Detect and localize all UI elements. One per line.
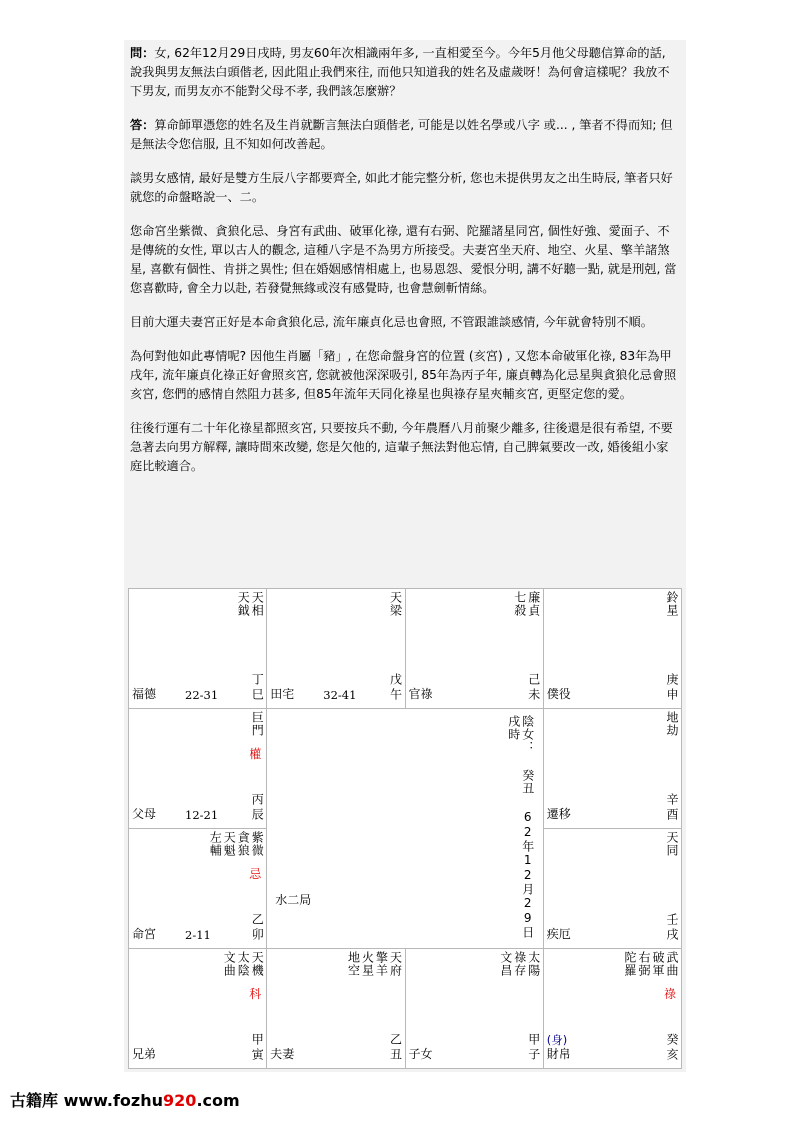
star-list	[665, 831, 678, 857]
chart-center	[267, 709, 544, 949]
star-name: 天府	[388, 951, 403, 977]
palace-name: 夫妻	[270, 1047, 295, 1061]
star-name: 太陰	[236, 951, 251, 977]
palace-name: 官祿	[408, 687, 433, 701]
star-name: 天同	[665, 831, 679, 857]
paragraph-4: 您命宮坐紫微、貪狼化忌、身宮有武曲、破軍化祿, 還有右弼、陀羅諸星同宮, 個性好強、愛面子、不是傳統的女性, 單以古人的觀念, 這種八字是不為男方所接受。夫妻宮坐天府、地空、火星、擎羊諸煞星, 喜歡有個性、肯拼之異性; 但在婚姻感情相處上, 也易恩怨、愛恨分明, 講不好聽一點, 就是刑剋, 當您喜歡時, 會全力以赴, 若發覺無緣或沒有感覺時, 也會慧劍斬情絲。	[130, 224, 677, 295]
star-name: 鈴星	[665, 591, 679, 617]
decade-age-range: 22-31	[185, 688, 219, 702]
birth-info-gender: 陰女：	[520, 715, 535, 754]
palace-cell-mao	[129, 829, 267, 949]
star-name: 巨門	[250, 711, 265, 737]
stem-branch: 甲寅	[250, 1033, 265, 1063]
star-name: 陀羅	[623, 951, 637, 977]
star-name: 天鉞	[236, 591, 251, 617]
palace-cell-hai	[543, 949, 681, 1069]
star-name: 七殺	[512, 591, 527, 617]
palace-name: 子女	[408, 1047, 433, 1061]
palace-cell-chen	[129, 709, 267, 829]
star-list	[389, 591, 402, 617]
stem-branch: 戊午	[388, 673, 403, 703]
palace-name: 田宅	[270, 687, 295, 701]
star-list	[513, 591, 540, 617]
star-list	[499, 951, 540, 977]
star-list	[250, 711, 263, 737]
star-name: 文曲	[222, 951, 237, 977]
palace-cell-shen	[543, 589, 681, 709]
stem-branch: 壬戌	[665, 913, 679, 943]
palace-name: 疾厄	[546, 927, 571, 941]
paragraph-5: 目前大運夫妻宮正好是本命貪狼化忌, 流年廉貞化忌也會照, 不管跟誰談感情, 今年就會特別不順。	[130, 315, 653, 329]
palace-name: 遷移	[546, 807, 571, 821]
palace-cell-xu	[543, 829, 681, 949]
five-element-bureau: 水二局	[275, 893, 312, 907]
stem-branch: 己未	[526, 673, 541, 703]
stem-branch: 甲子	[526, 1033, 541, 1063]
star-name: 天相	[250, 591, 265, 617]
star-list	[236, 591, 263, 617]
transformation-mark: 權	[249, 747, 262, 761]
palace-name: 父母	[132, 807, 157, 821]
ziwei-grid	[128, 588, 682, 1069]
stem-branch: 丁巳	[250, 673, 265, 703]
star-name: 紫微	[250, 831, 265, 857]
palace-name: 命宮	[132, 927, 157, 941]
birth-info-year: 癸丑	[520, 769, 535, 795]
star-name: 天機	[250, 951, 265, 977]
birth-info-date: 62年12月29日戌時	[506, 715, 535, 939]
site-watermark	[10, 1088, 240, 1111]
stem-branch: 庚申	[665, 673, 679, 703]
star-name: 左輔	[208, 831, 223, 857]
star-name: 火星	[360, 951, 375, 977]
palace-cell-wu	[267, 589, 405, 709]
palace-name: 僕役	[546, 687, 571, 701]
star-name: 擎羊	[374, 951, 389, 977]
star-name: 地劫	[665, 711, 679, 737]
star-list	[623, 951, 678, 977]
watermark-number: 920	[163, 1091, 197, 1110]
transformation-mark: 祿	[663, 987, 676, 1001]
birth-info	[507, 715, 535, 948]
star-list	[208, 831, 263, 857]
decade-age-range: 32-41	[323, 688, 357, 702]
palace-cell-you	[543, 709, 681, 829]
star-name: 貪狼	[236, 831, 251, 857]
palace-cell-si	[129, 589, 267, 709]
palace-cell-zi	[405, 949, 543, 1069]
palace-cell-yin	[129, 949, 267, 1069]
article-body	[124, 40, 686, 586]
star-name: 破軍	[651, 951, 665, 977]
decade-age-range: 2-11	[185, 928, 211, 942]
star-name: 武曲	[665, 951, 679, 977]
palace-name: 財帛	[546, 1047, 571, 1061]
question-label: 問：	[130, 46, 155, 60]
transformation-mark: 忌	[249, 867, 262, 881]
star-name: 天梁	[388, 591, 403, 617]
stem-branch: 乙丑	[388, 1033, 403, 1063]
star-list	[347, 951, 402, 977]
star-list	[665, 591, 678, 617]
palace-name: 福德	[132, 687, 157, 701]
stem-branch: 乙卯	[250, 913, 265, 943]
answer-paragraph	[130, 116, 680, 154]
body-palace-mark: (身)	[546, 1033, 568, 1047]
stem-branch: 辛酉	[665, 793, 679, 823]
question-paragraph	[130, 44, 680, 101]
paragraph-3: 談男女感情, 最好是雙方生辰八字都要齊全, 如此才能完整分析, 您也未提供男友之出生時辰, 筆者只好就您的命盤略說一、二。	[130, 171, 673, 204]
palace-cell-chou	[267, 949, 405, 1069]
star-list	[665, 711, 678, 737]
star-name: 文昌	[498, 951, 513, 977]
transformation-mark: 科	[249, 987, 262, 1001]
star-name: 太陽	[526, 951, 541, 977]
star-name: 廉貞	[526, 591, 541, 617]
watermark-text-a: 古籍库 www.fozhu	[10, 1091, 164, 1110]
star-name: 右弼	[637, 951, 651, 977]
paragraph-7: 往後行運有二十年化祿星都照亥宮, 只要按兵不動, 今年農曆八月前聚少離多, 往後還是很有希望, 不要急著去向男方解釋, 讓時間來改變, 您是欠他的, 這輩子無法對他忘情, 自己脾氣要改一改, 婚後組小家庭比較適合。	[130, 421, 673, 473]
ziwei-chart	[124, 586, 686, 1072]
answer-label: 答：	[130, 118, 155, 132]
palace-cell-wei	[405, 589, 543, 709]
star-name: 天魁	[222, 831, 237, 857]
star-list	[222, 951, 263, 977]
answer-text: 算命師單憑您的姓名及生肖就斷言無法白頭偕老, 可能是以姓名學或八字 或... , 筆者不得而知; 但是無法令您信服, 且不知如何改善起。	[130, 118, 673, 151]
decade-age-range: 12-21	[185, 808, 219, 822]
palace-name: 兄弟	[132, 1047, 157, 1061]
question-text: 女, 62年12月29日戌時, 男友60年次相識兩年多, 一直相愛至今。今年5月他父母聽信算命的話, 說我與男友無法白頭偕老, 因此阻止我們來往, 而他只知道我的姓名及虛歲呀！為何會這樣呢？我放不下男友, 而男友亦不能對父母不孝, 我們該怎麼辦？	[130, 46, 670, 98]
watermark-text-b: .com	[196, 1091, 240, 1110]
star-name: 地空	[346, 951, 361, 977]
stem-branch: 丙辰	[250, 793, 265, 823]
stem-branch: 癸亥	[665, 1033, 679, 1063]
star-name: 祿存	[512, 951, 527, 977]
paragraph-6: 為何對他如此專情呢? 因他生肖屬「豬」, 在您命盤身宮的位置 (亥宮) , 又您本命破軍化祿, 83年為甲戌年, 流年廉貞化祿正好會照亥宮, 您就被他深深吸引, 85年為丙子年, 廉貞轉為化忌星與貪狼化忌會照亥宮, 您們的感情自然阻力甚多, 但85年流年天同化祿星也與祿存星夾輔亥宮, 更堅定您的愛。	[130, 349, 677, 401]
